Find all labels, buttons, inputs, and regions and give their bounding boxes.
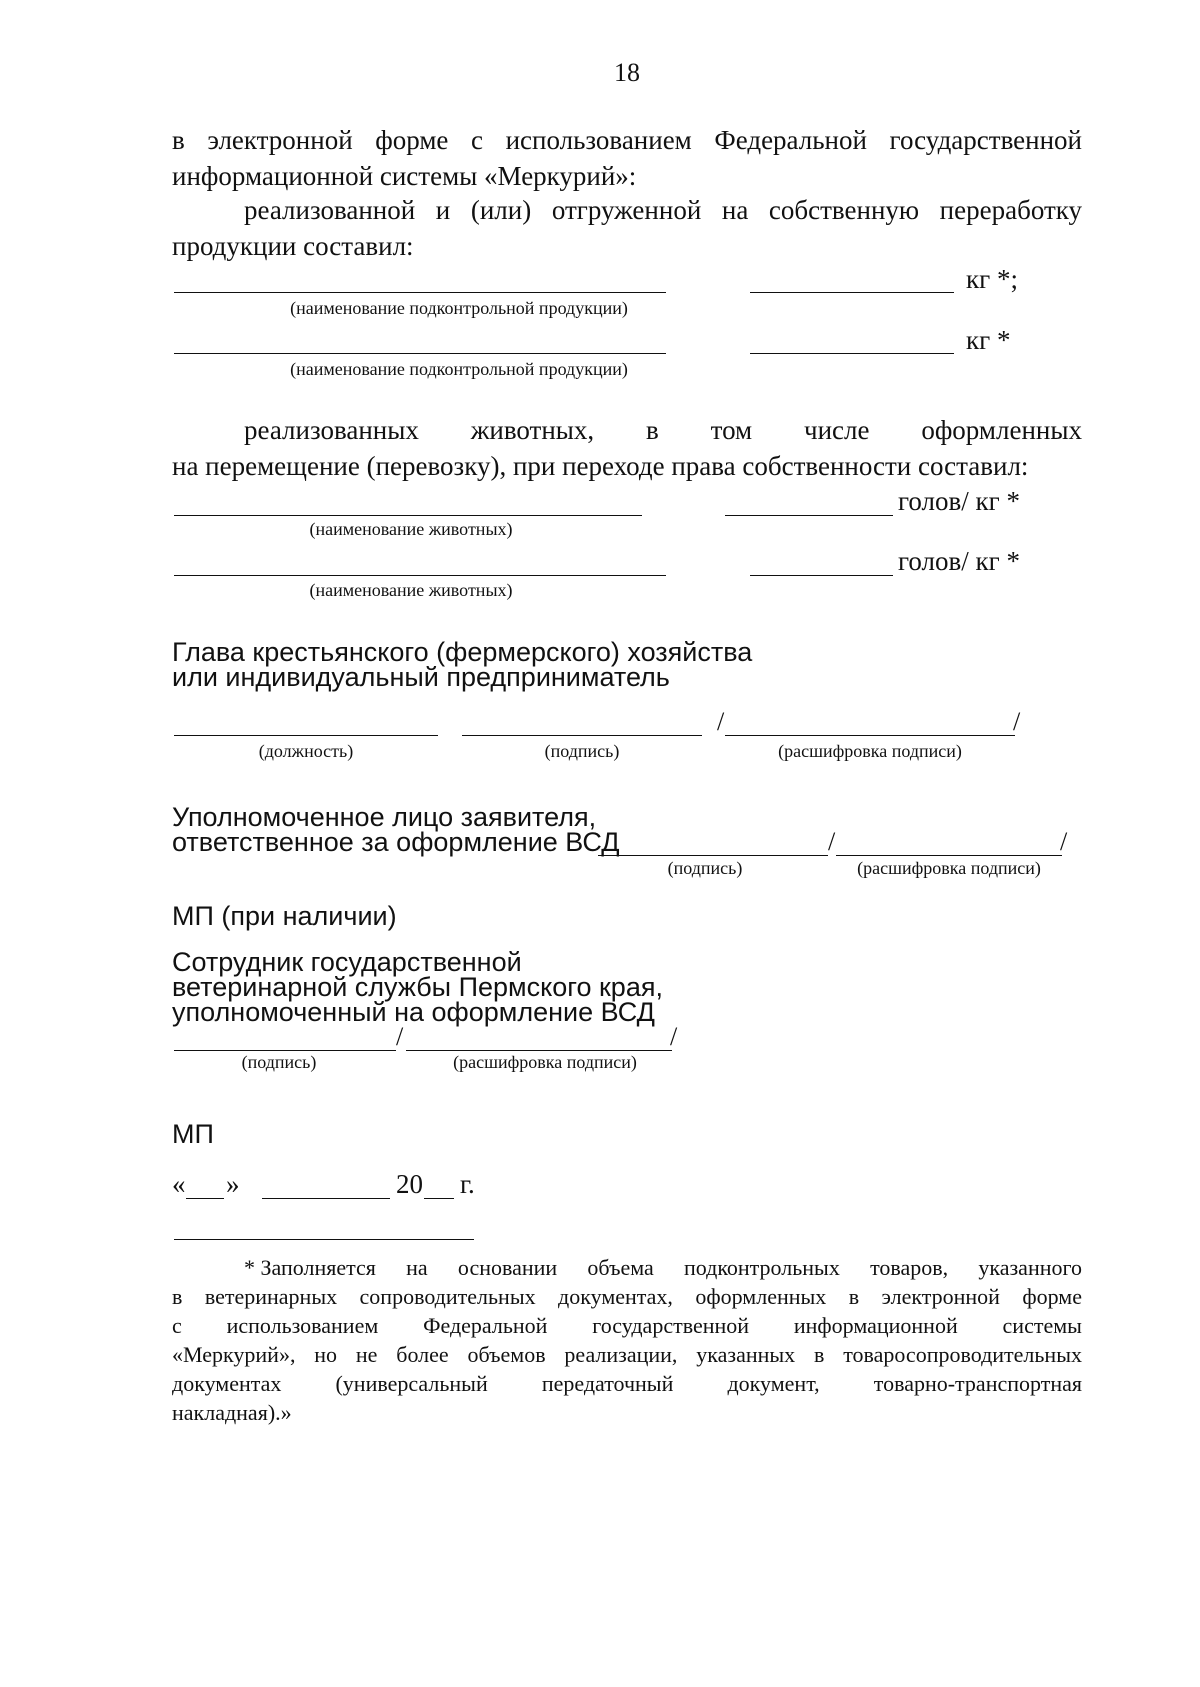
footnote-line-1 bbox=[244, 1253, 1082, 1282]
animal-caption-2: (наименование животных) bbox=[309, 580, 513, 600]
applicant-decoding-field[interactable] bbox=[836, 855, 1062, 856]
word: государственной bbox=[592, 1313, 750, 1338]
product-caption-1: (наименование подконтрольной продукции) bbox=[290, 298, 628, 318]
word: документах bbox=[172, 1371, 282, 1396]
footnote-line-6: накладная).» bbox=[172, 1400, 292, 1425]
animal-unit-1: голов/ кг * bbox=[898, 486, 1020, 516]
product-amount-field-1[interactable] bbox=[750, 292, 954, 293]
word: информационной bbox=[793, 1313, 958, 1338]
word: в bbox=[646, 415, 659, 445]
word: основании bbox=[457, 1255, 558, 1280]
word: передаточный bbox=[541, 1371, 674, 1396]
separator-slash: / bbox=[670, 1022, 678, 1051]
head-signature-caption: (подпись) bbox=[544, 741, 620, 761]
head-title-line-2: или индивидуальный предприниматель bbox=[172, 662, 670, 692]
product-unit-1: кг *; bbox=[966, 264, 1018, 294]
animal-name-field-2[interactable] bbox=[174, 575, 666, 576]
intro-line-3: реализованной и (или) отгруженной на собственную переработку bbox=[244, 195, 1082, 225]
separator-slash: / bbox=[396, 1022, 404, 1051]
word: животных, bbox=[470, 415, 595, 445]
animals-intro-line-2: на перемещение (перевозку), при переходе права собственности составил: bbox=[172, 451, 1029, 481]
applicant-signature-caption: (подпись) bbox=[667, 858, 743, 878]
product-name-field-1[interactable] bbox=[174, 292, 666, 293]
word: * Заполняется bbox=[244, 1255, 376, 1280]
word: товарно-транспортная bbox=[873, 1371, 1082, 1396]
applicant-title-line-2: ответственное за оформление ВСД bbox=[172, 827, 620, 857]
product-name-field-2[interactable] bbox=[174, 353, 666, 354]
footnote-line-2: в ветеринарных сопроводительных документах, оформленных в электронной форме bbox=[172, 1284, 1082, 1309]
footnote-line-4: «Меркурий», но не более объемов реализации, указанных в товаросопроводительных bbox=[172, 1342, 1082, 1367]
head-decoding-caption: (расшифровка подписи) bbox=[778, 741, 962, 761]
head-position-field[interactable] bbox=[174, 735, 438, 736]
footnote-line-5 bbox=[172, 1369, 1082, 1398]
animal-amount-field-2[interactable] bbox=[750, 575, 893, 576]
date-year-field[interactable] bbox=[424, 1198, 454, 1199]
animal-amount-field-1[interactable] bbox=[725, 515, 893, 516]
intro-line-4: продукции составил: bbox=[172, 231, 414, 261]
animal-name-field-1[interactable] bbox=[174, 515, 642, 516]
word: документ, bbox=[727, 1371, 820, 1396]
word: с bbox=[172, 1313, 182, 1338]
date-day-field[interactable] bbox=[186, 1198, 224, 1199]
word: на bbox=[406, 1255, 428, 1280]
vet-title-line-2: ветеринарной службы Пермского края, bbox=[172, 972, 663, 1002]
animal-caption-1: (наименование животных) bbox=[309, 519, 513, 539]
word: подконтрольных bbox=[683, 1255, 840, 1280]
head-title-line-1: Глава крестьянского (фермерского) хозяйства bbox=[172, 637, 753, 667]
applicant-title-line-1: Уполномоченное лицо заявителя, bbox=[172, 802, 597, 832]
product-amount-field-2[interactable] bbox=[750, 353, 954, 354]
word: том bbox=[710, 415, 753, 445]
seal: МП bbox=[172, 1119, 214, 1149]
vet-title-line-3: уполномоченный на оформление ВСД bbox=[172, 997, 655, 1027]
vet-decoding-caption: (расшифровка подписи) bbox=[453, 1052, 637, 1072]
word: системы bbox=[1002, 1313, 1082, 1338]
vet-decoding-field[interactable] bbox=[406, 1050, 672, 1051]
vet-title-line-1: Сотрудник государственной bbox=[172, 947, 522, 977]
vet-signature-field[interactable] bbox=[174, 1050, 396, 1051]
separator-slash: / bbox=[828, 827, 836, 856]
word: Федеральной bbox=[423, 1313, 548, 1338]
word: оформленных bbox=[921, 415, 1082, 445]
animal-unit-2: голов/ кг * bbox=[898, 546, 1020, 576]
word: указанного bbox=[978, 1255, 1082, 1280]
date-close-quote: » bbox=[226, 1169, 240, 1199]
intro-line-1: в электронной форме с использованием Федеральной государственной bbox=[172, 125, 1082, 155]
word: числе bbox=[803, 415, 870, 445]
separator-slash: / bbox=[1060, 827, 1068, 856]
intro-line-2: информационной системы «Меркурий»: bbox=[172, 161, 637, 191]
word: (универсальный bbox=[335, 1371, 488, 1396]
page-number: 18 bbox=[614, 58, 640, 87]
word: товаров, bbox=[870, 1255, 949, 1280]
date-year-suffix: г. bbox=[460, 1169, 475, 1199]
head-signature-field[interactable] bbox=[462, 735, 702, 736]
date-year-prefix: 20 bbox=[396, 1169, 423, 1199]
date-month-field[interactable] bbox=[262, 1198, 390, 1199]
seal-note: МП (при наличии) bbox=[172, 901, 397, 931]
applicant-decoding-caption: (расшифровка подписи) bbox=[857, 858, 1041, 878]
head-decoding-field[interactable] bbox=[725, 735, 1015, 736]
head-position-caption: (должность) bbox=[258, 741, 354, 761]
animals-intro-line-1 bbox=[244, 412, 1082, 448]
separator-slash: / bbox=[717, 707, 725, 736]
product-caption-2: (наименование подконтрольной продукции) bbox=[290, 359, 628, 379]
vet-signature-caption: (подпись) bbox=[241, 1052, 317, 1072]
applicant-signature-field[interactable] bbox=[598, 855, 828, 856]
word: реализованных bbox=[244, 415, 419, 445]
product-unit-2: кг * bbox=[966, 325, 1011, 355]
word: объема bbox=[587, 1255, 654, 1280]
footnote-line-3 bbox=[172, 1311, 1082, 1340]
date-open-quote: « bbox=[172, 1169, 186, 1199]
word: использованием bbox=[226, 1313, 379, 1338]
footnote-separator bbox=[174, 1239, 474, 1240]
separator-slash: / bbox=[1013, 707, 1021, 736]
